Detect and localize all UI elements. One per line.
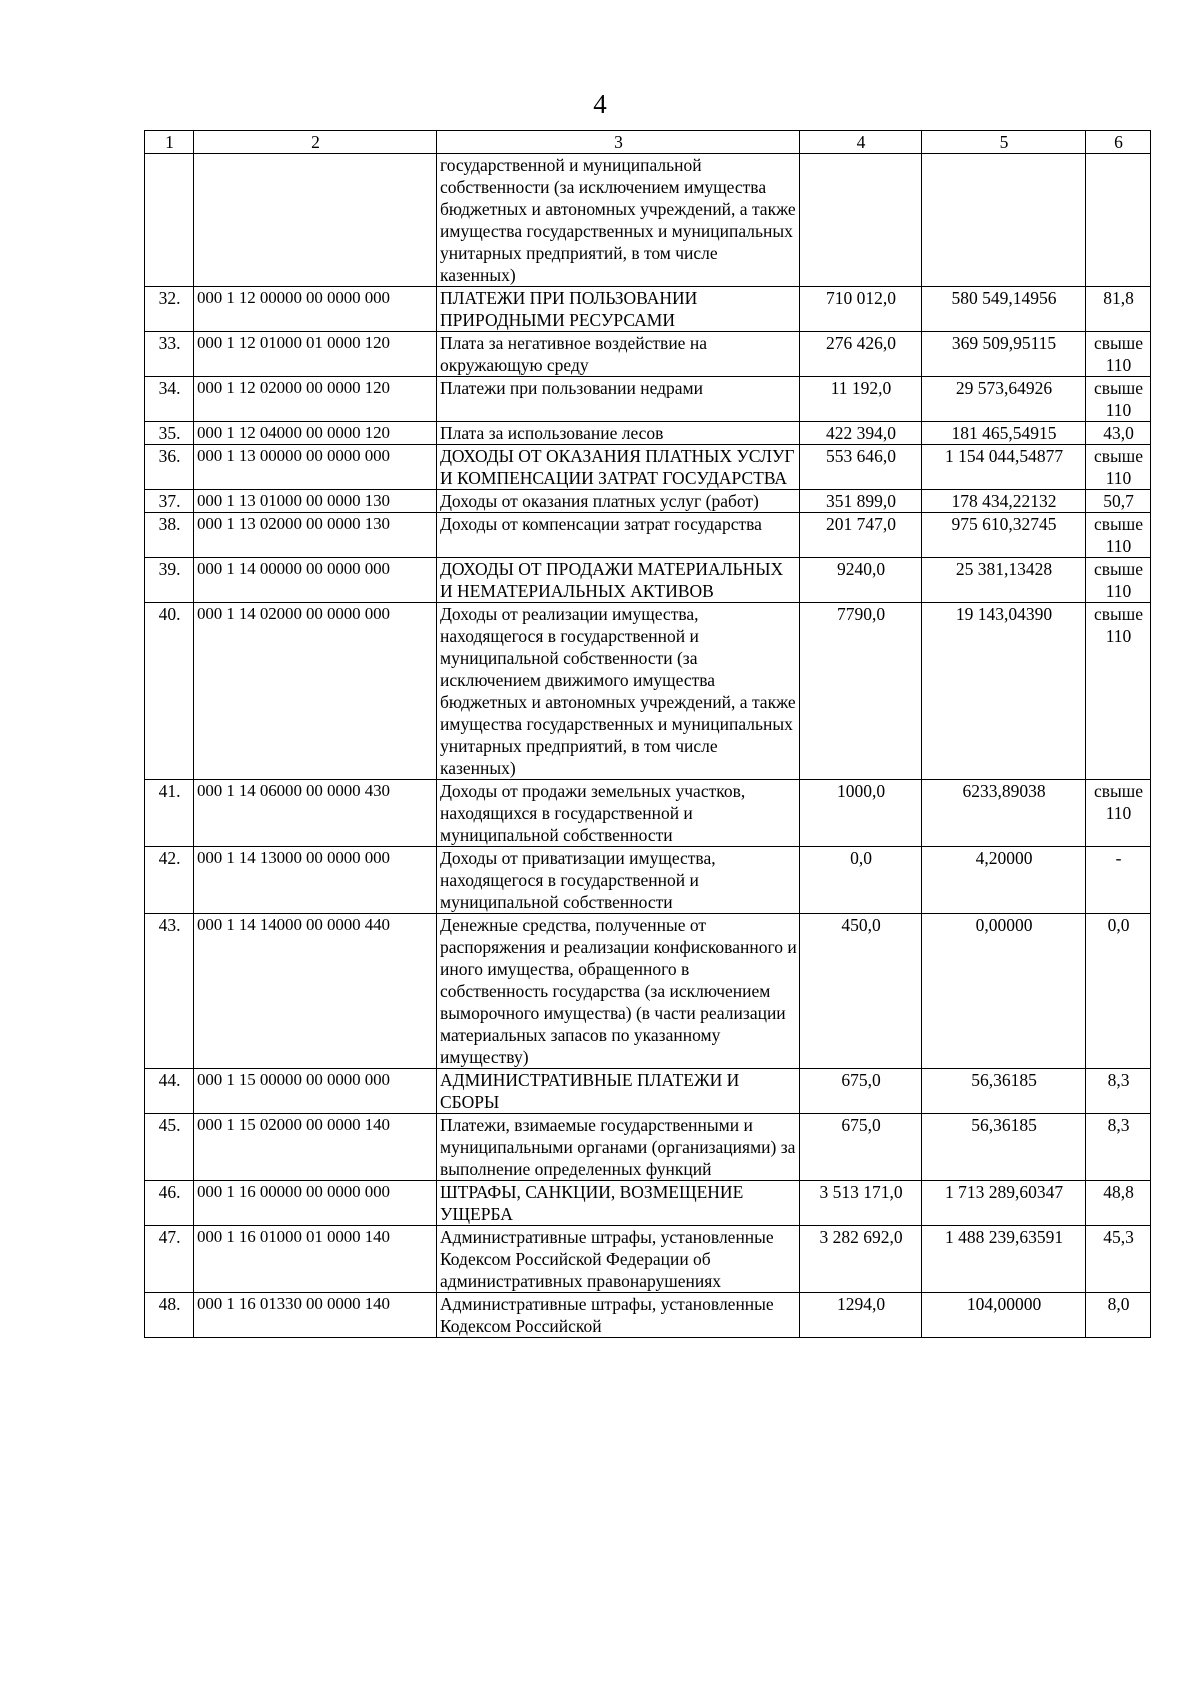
percent-value: свыше 110 (1086, 780, 1151, 847)
actual-value: 178 434,22132 (922, 490, 1086, 513)
actual-value: 1 488 239,63591 (922, 1226, 1086, 1293)
actual-value: 29 573,64926 (922, 377, 1086, 422)
budget-code: 000 1 16 00000 00 0000 000 (194, 1181, 437, 1226)
plan-value: 553 646,0 (800, 445, 922, 490)
plan-value: 9240,0 (800, 558, 922, 603)
table-row (145, 422, 1151, 445)
table-row (145, 490, 1151, 513)
table-row (145, 1293, 1151, 1338)
percent-value: свыше 110 (1086, 513, 1151, 558)
actual-value: 0,00000 (922, 914, 1086, 1069)
revenue-name: Доходы от продажи земельных участков, находящихся в государственной и муниципальной собственности (437, 780, 800, 847)
revenue-name: Денежные средства, полученные от распоряжения и реализации конфискованного и иного имущества, обращенного в собственность государства (за исключением выморочного имущества) (в части реализации материальных запасов по указанному имуществу) (437, 914, 800, 1069)
percent-value: 0,0 (1086, 914, 1151, 1069)
actual-value: 104,00000 (922, 1293, 1086, 1338)
row-number: 41. (145, 780, 194, 847)
plan-value: 7790,0 (800, 603, 922, 780)
revenue-name: ШТРАФЫ, САНКЦИИ, ВОЗМЕЩЕНИЕ УЩЕРБА (437, 1181, 800, 1226)
table-row (145, 780, 1151, 847)
plan-value: 351 899,0 (800, 490, 922, 513)
table-row (145, 1226, 1151, 1293)
row-number: 46. (145, 1181, 194, 1226)
plan-value: 1000,0 (800, 780, 922, 847)
revenue-name: Административные штрафы, установленные Кодексом Российской Федерации об административных правонарушениях (437, 1226, 800, 1293)
column-header: 2 (194, 131, 437, 154)
budget-code: 000 1 14 00000 00 0000 000 (194, 558, 437, 603)
plan-value: 0,0 (800, 847, 922, 914)
revenue-name: Доходы от приватизации имущества, находящегося в государственной и муниципальной собственности (437, 847, 800, 914)
percent-value: 50,7 (1086, 490, 1151, 513)
budget-code: 000 1 13 01000 00 0000 130 (194, 490, 437, 513)
row-number: 44. (145, 1069, 194, 1114)
budget-code (194, 154, 437, 287)
table-row (145, 445, 1151, 490)
column-header: 4 (800, 131, 922, 154)
column-header: 6 (1086, 131, 1151, 154)
revenue-name: государственной и муниципальной собственности (за исключением имущества бюджетных и автономных учреждений, а также имущества государственных и муниципальных унитарных предприятий, в том числе казенных) (437, 154, 800, 287)
table-row (145, 287, 1151, 332)
percent-value: свыше 110 (1086, 445, 1151, 490)
row-number: 43. (145, 914, 194, 1069)
actual-value: 1 713 289,60347 (922, 1181, 1086, 1226)
percent-value: 48,8 (1086, 1181, 1151, 1226)
budget-code: 000 1 16 01330 00 0000 140 (194, 1293, 437, 1338)
revenue-name: Доходы от оказания платных услуг (работ) (437, 490, 800, 513)
actual-value: 19 143,04390 (922, 603, 1086, 780)
revenue-name: Плата за негативное воздействие на окружающую среду (437, 332, 800, 377)
row-number: 39. (145, 558, 194, 603)
actual-value: 4,20000 (922, 847, 1086, 914)
actual-value: 1 154 044,54877 (922, 445, 1086, 490)
plan-value: 3 513 171,0 (800, 1181, 922, 1226)
budget-code: 000 1 15 02000 00 0000 140 (194, 1114, 437, 1181)
column-header: 5 (922, 131, 1086, 154)
row-number: 47. (145, 1226, 194, 1293)
page-number: 4 (593, 89, 607, 119)
budget-code: 000 1 14 14000 00 0000 440 (194, 914, 437, 1069)
column-header: 3 (437, 131, 800, 154)
table-row (145, 377, 1151, 422)
actual-value: 975 610,32745 (922, 513, 1086, 558)
percent-value: 45,3 (1086, 1226, 1151, 1293)
table-row (145, 1181, 1151, 1226)
revenue-name: АДМИНИСТРАТИВНЫЕ ПЛАТЕЖИ И СБОРЫ (437, 1069, 800, 1114)
row-number: 38. (145, 513, 194, 558)
revenue-name: ДОХОДЫ ОТ ОКАЗАНИЯ ПЛАТНЫХ УСЛУГ И КОМПЕНСАЦИИ ЗАТРАТ ГОСУДАРСТВА (437, 445, 800, 490)
actual-value: 56,36185 (922, 1114, 1086, 1181)
plan-value: 3 282 692,0 (800, 1226, 922, 1293)
table-row (145, 513, 1151, 558)
actual-value (922, 154, 1086, 287)
budget-code: 000 1 15 00000 00 0000 000 (194, 1069, 437, 1114)
row-number: 33. (145, 332, 194, 377)
percent-value: 43,0 (1086, 422, 1151, 445)
actual-value: 580 549,14956 (922, 287, 1086, 332)
percent-value: свыше 110 (1086, 377, 1151, 422)
column-header: 1 (145, 131, 194, 154)
plan-value: 11 192,0 (800, 377, 922, 422)
budget-code: 000 1 12 02000 00 0000 120 (194, 377, 437, 422)
budget-code: 000 1 12 04000 00 0000 120 (194, 422, 437, 445)
percent-value: свыше 110 (1086, 603, 1151, 780)
row-number: 35. (145, 422, 194, 445)
revenue-name: Административные штрафы, установленные Кодексом Российской (437, 1293, 800, 1338)
table-row (145, 1114, 1151, 1181)
revenue-name: Плата за использование лесов (437, 422, 800, 445)
table-header-row (145, 131, 1151, 154)
percent-value: свыше 110 (1086, 558, 1151, 603)
percent-value: 8,3 (1086, 1069, 1151, 1114)
percent-value: - (1086, 847, 1151, 914)
table-row (145, 154, 1151, 287)
revenue-name: Платежи при пользовании недрами (437, 377, 800, 422)
budget-code: 000 1 12 01000 01 0000 120 (194, 332, 437, 377)
actual-value: 6233,89038 (922, 780, 1086, 847)
plan-value: 450,0 (800, 914, 922, 1069)
percent-value: 81,8 (1086, 287, 1151, 332)
table-row (145, 603, 1151, 780)
budget-code: 000 1 12 00000 00 0000 000 (194, 287, 437, 332)
row-number: 32. (145, 287, 194, 332)
plan-value: 276 426,0 (800, 332, 922, 377)
plan-value: 710 012,0 (800, 287, 922, 332)
table-row (145, 558, 1151, 603)
row-number: 34. (145, 377, 194, 422)
revenue-table (144, 130, 1151, 1338)
revenue-name: Доходы от реализации имущества, находящегося в государственной и муниципальной собственности (за исключением движимого имущества бюджетных и автономных учреждений, а также имущества государственных и муниципальных унитарных предприятий, в том числе казенных) (437, 603, 800, 780)
revenue-name: ДОХОДЫ ОТ ПРОДАЖИ МАТЕРИАЛЬНЫХ И НЕМАТЕРИАЛЬНЫХ АКТИВОВ (437, 558, 800, 603)
percent-value: 8,3 (1086, 1114, 1151, 1181)
actual-value: 25 381,13428 (922, 558, 1086, 603)
row-number: 42. (145, 847, 194, 914)
table-row (145, 1069, 1151, 1114)
revenue-name: Доходы от компенсации затрат государства (437, 513, 800, 558)
row-number: 45. (145, 1114, 194, 1181)
budget-code: 000 1 14 02000 00 0000 000 (194, 603, 437, 780)
percent-value (1086, 154, 1151, 287)
actual-value: 369 509,95115 (922, 332, 1086, 377)
budget-code: 000 1 13 00000 00 0000 000 (194, 445, 437, 490)
table-row (145, 914, 1151, 1069)
budget-code: 000 1 14 13000 00 0000 000 (194, 847, 437, 914)
percent-value: 8,0 (1086, 1293, 1151, 1338)
plan-value: 675,0 (800, 1114, 922, 1181)
percent-value: свыше 110 (1086, 332, 1151, 377)
row-number: 40. (145, 603, 194, 780)
plan-value: 201 747,0 (800, 513, 922, 558)
row-number: 36. (145, 445, 194, 490)
table-row (145, 847, 1151, 914)
row-number: 48. (145, 1293, 194, 1338)
row-number (145, 154, 194, 287)
budget-code: 000 1 14 06000 00 0000 430 (194, 780, 437, 847)
revenue-name: Платежи, взимаемые государственными и муниципальными органами (организациями) за выполнение определенных функций (437, 1114, 800, 1181)
actual-value: 56,36185 (922, 1069, 1086, 1114)
table-row (145, 332, 1151, 377)
budget-code: 000 1 16 01000 01 0000 140 (194, 1226, 437, 1293)
plan-value: 675,0 (800, 1069, 922, 1114)
plan-value (800, 154, 922, 287)
row-number: 37. (145, 490, 194, 513)
revenue-name: ПЛАТЕЖИ ПРИ ПОЛЬЗОВАНИИ ПРИРОДНЫМИ РЕСУРСАМИ (437, 287, 800, 332)
plan-value: 422 394,0 (800, 422, 922, 445)
plan-value: 1294,0 (800, 1293, 922, 1338)
actual-value: 181 465,54915 (922, 422, 1086, 445)
budget-code: 000 1 13 02000 00 0000 130 (194, 513, 437, 558)
